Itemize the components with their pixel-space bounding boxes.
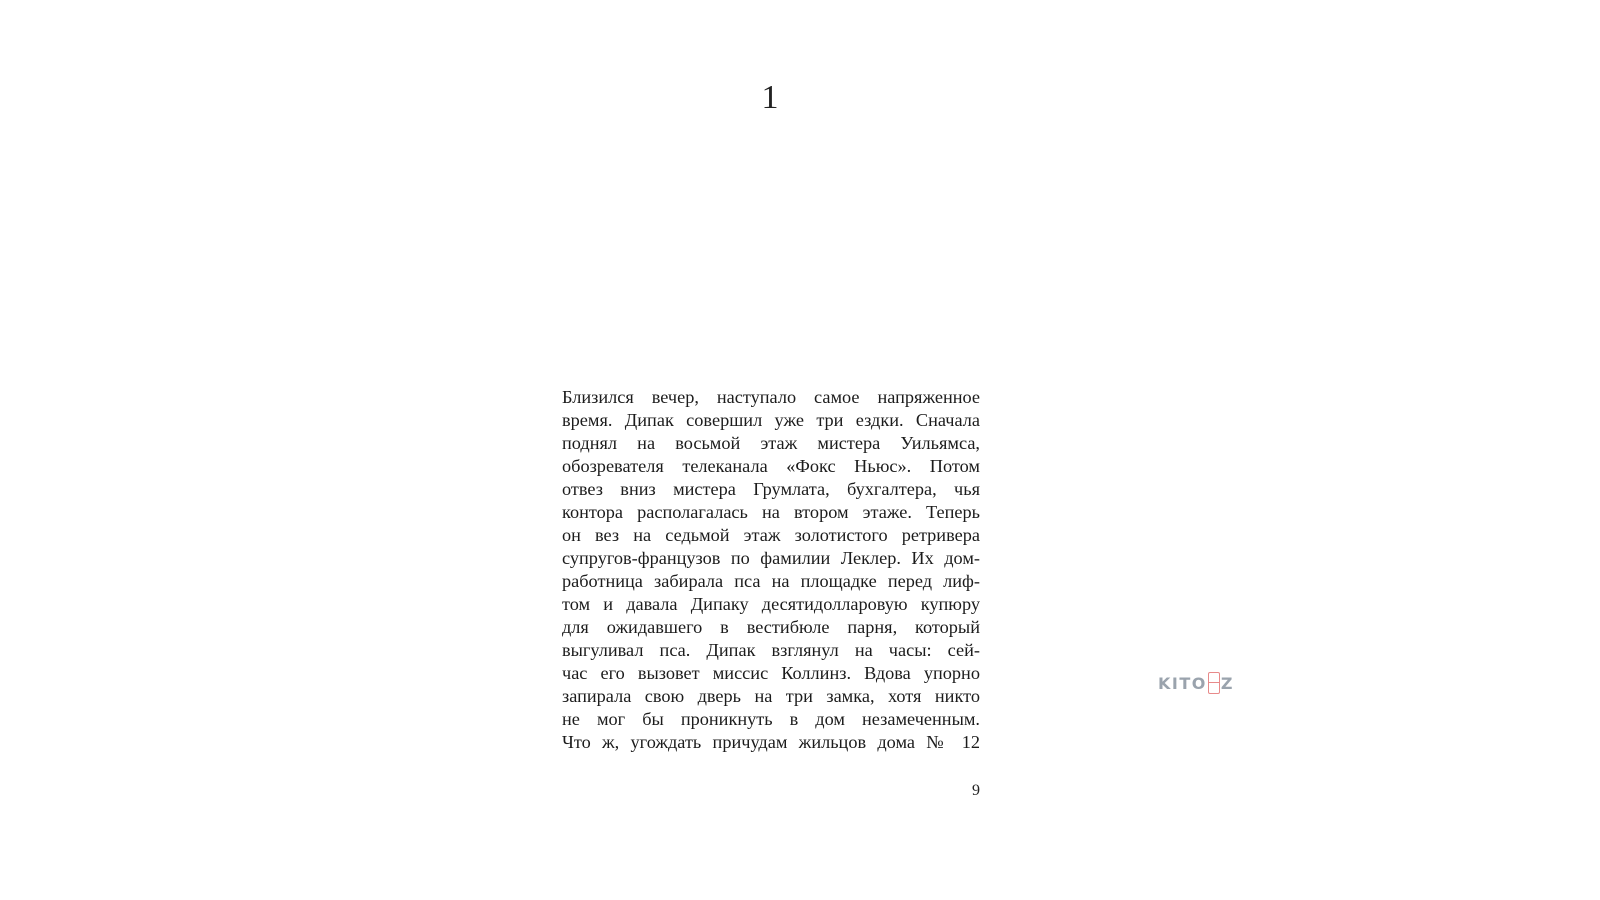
watermark-box-icon xyxy=(1208,672,1220,694)
watermark-logo xyxy=(1158,670,1234,696)
text-line: запирала свою дверь на три замка, хотя никто xyxy=(562,686,980,706)
text-line: том и давала Дипаку десятидолларовую купюру xyxy=(562,594,980,614)
text-line: поднял на восьмой этаж мистера Уильямса, xyxy=(562,433,980,453)
text-line: час его вызовет миссис Коллинз. Вдова упорно xyxy=(562,663,980,683)
watermark-prefix: KITO xyxy=(1158,673,1207,693)
text-line: для ожидавшего в вестибюле парня, который xyxy=(562,617,980,637)
text-line: выгуливал пса. Дипак взглянул на часы: сей- xyxy=(562,640,980,660)
text-line: время. Дипак совершил уже три ездки. Сначала xyxy=(562,410,980,430)
page-number: 9 xyxy=(972,782,980,799)
text-line: не мог бы проникнуть в дом незамеченным. xyxy=(562,709,980,729)
body-paragraph xyxy=(562,386,980,754)
text-line: супругов-французов по фамилии Леклер. Их дом- xyxy=(562,548,980,568)
text-line: Близился вечер, наступало самое напряженное xyxy=(562,387,980,407)
text-line: отвез вниз мистера Грумлата, бухгалтера, чья xyxy=(562,479,980,499)
text-line: он вез на седьмой этаж золотистого ретривера xyxy=(562,525,980,545)
text-line: контора располагалась на втором этаже. Теперь xyxy=(562,502,980,522)
text-line: работница забирала пса на площадке перед лиф- xyxy=(562,571,980,591)
text-line: Что ж, угождать причудам жильцов дома № 12 xyxy=(562,732,980,752)
text-line: обозревателя телеканала «Фокс Ньюс». Потом xyxy=(562,456,980,476)
chapter-number: 1 xyxy=(761,79,779,116)
watermark-suffix: Z xyxy=(1220,673,1234,693)
